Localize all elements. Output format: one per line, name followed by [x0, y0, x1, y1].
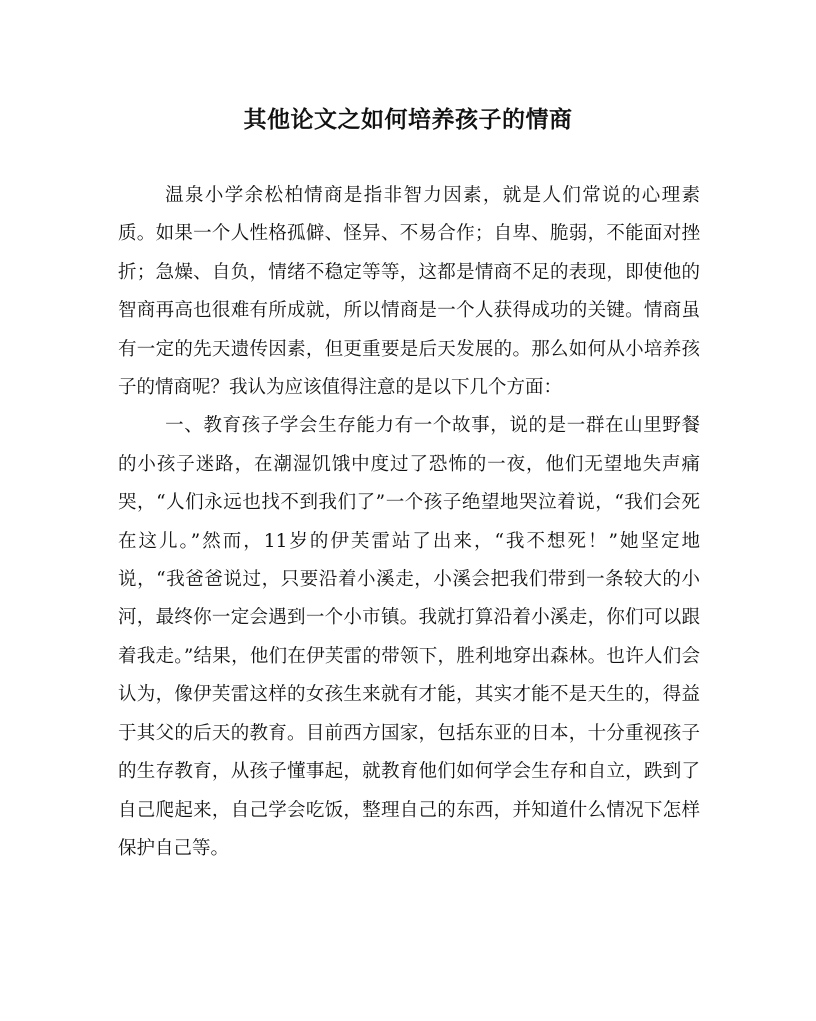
document-title: 其他论文之如何培养孩子的情商 [243, 106, 573, 133]
paragraph-intro: 温泉小学余松柏情商是指非智力因素，就是人们常说的心理素质。如果一个人性格孤僻、怪异、不易合作；自卑、脆弱，不能面对挫折；急燥、自负，情绪不稳定等等，这都是情商不足的表现，即使他的智商再高也很难有所成就，所以情商是一个人获得成功的关键。情商虽有一定的先天遗传因素，但更重要是后天发展的。那么如何从小培养孩子的情商呢？我认为应该值得注意的是以下几个方面： [118, 185, 700, 399]
paragraph-survival-skills: 一、教育孩子学会生存能力有一个故事，说的是一群在山里野餐的小孩子迷路，在潮湿饥饿中度过了恐怖的一夜，他们无望地失声痛哭，“人们永远也找不到我们了”一个孩子绝望地哭泣着说，“我们会死在这儿。”然而，11岁的伊芙雷站了出来，“我不想死！”她坚定地说，“我爸爸说过，只要沿着小溪走，小溪会把我们带到一条较大的小河，最终你一定会遇到一个小市镇。我就打算沿着小溪走，你们可以跟着我走。”结果，他们在伊芙雷的带领下，胜利地穿出森林。也许人们会认为，像伊芙雷这样的女孩生来就有才能，其实才能不是天生的，得益于其父的后天的教育。目前西方国家，包括东亚的日本，十分重视孩子的生存教育，从孩子懂事起，就教育他们如何学会生存和自立，跌到了自己爬起来，自己学会吃饭，整理自己的东西，并知道什么情况下怎样保护自己等。 [118, 415, 700, 859]
document-body [118, 177, 700, 868]
